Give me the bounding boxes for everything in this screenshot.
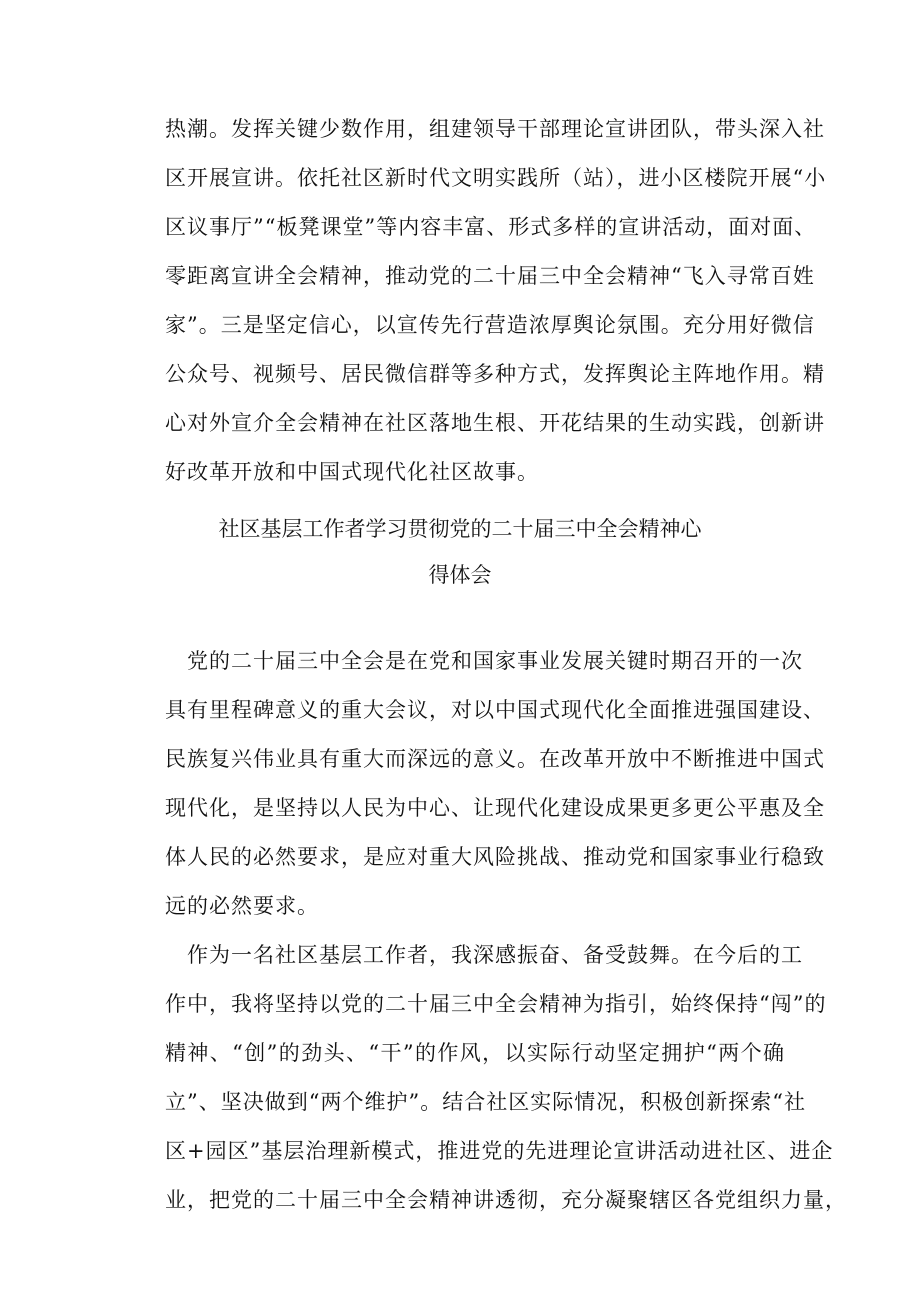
text-line: 业，把党的二十届三中全会精神讲透彻，充分凝聚辖区各党组织力量， [165, 1188, 847, 1212]
text-line: 零距离宣讲全会精神，推动党的二十届三中全会精神“飞入寻常百姓 [165, 264, 815, 288]
text-line: 作中，我将坚持以党的二十届三中全会精神为指引，始终保持“闯”的 [165, 992, 827, 1016]
text-line: 民族复兴伟业具有重大而深远的意义。在改革开放中不断推进中国式 [165, 747, 825, 771]
text-line: 好改革开放和中国式现代化社区故事。 [165, 460, 539, 484]
text-line: 公众号、视频号、居民微信群等多种方式，发挥舆论主阵地作用。精 [165, 362, 825, 386]
text-line: 精神、“创”的劲头、“干”的作风，以实际行动坚定拥护“两个确 [165, 1041, 785, 1065]
text-line: 体人民的必然要求，是应对重大风险挑战、推动党和国家事业行稳致 [165, 845, 825, 869]
text-line: 区议事厅”“板凳课堂”等内容丰富、形式多样的宣讲活动，面对面、 [165, 215, 817, 239]
text-line: 作为一名社区基层工作者，我深感振奋、备受鼓舞。在今后的工 [187, 943, 803, 967]
section-title: 得体会 [428, 563, 492, 587]
text-line: 区+园区”基层治理新模式，推进党的先进理论宣讲活动进社区、进企 [165, 1139, 834, 1163]
section-title: 社区基层工作者学习贯彻党的二十届三中全会精神心 [218, 517, 702, 541]
text-line: 心对外宣介全会精神在社区落地生根、开花结果的生动实践，创新讲 [165, 411, 825, 435]
text-line: 具有里程碑意义的重大会议，对以中国式现代化全面推进强国建设、 [165, 698, 825, 722]
text-line: 远的必然要求。 [165, 894, 319, 918]
text-line: 立”、坚决做到“两个维护”。结合社区实际情况，积极创新探索“社 [165, 1090, 806, 1114]
text-line: 现代化，是坚持以人民为中心、让现代化建设成果更多更公平惠及全 [165, 796, 825, 820]
text-line: 热潮。发挥关键少数作用，组建领导干部理论宣讲团队，带头深入社 [165, 117, 825, 141]
text-line: 区开展宣讲。依托社区新时代文明实践所（站），进小区楼院开展“小 [165, 166, 827, 190]
text-line: 党的二十届三中全会是在党和国家事业发展关键时期召开的一次 [187, 649, 803, 673]
text-line: 家”。三是坚定信心，以宣传先行营造浓厚舆论氛围。充分用好微信 [165, 313, 815, 337]
